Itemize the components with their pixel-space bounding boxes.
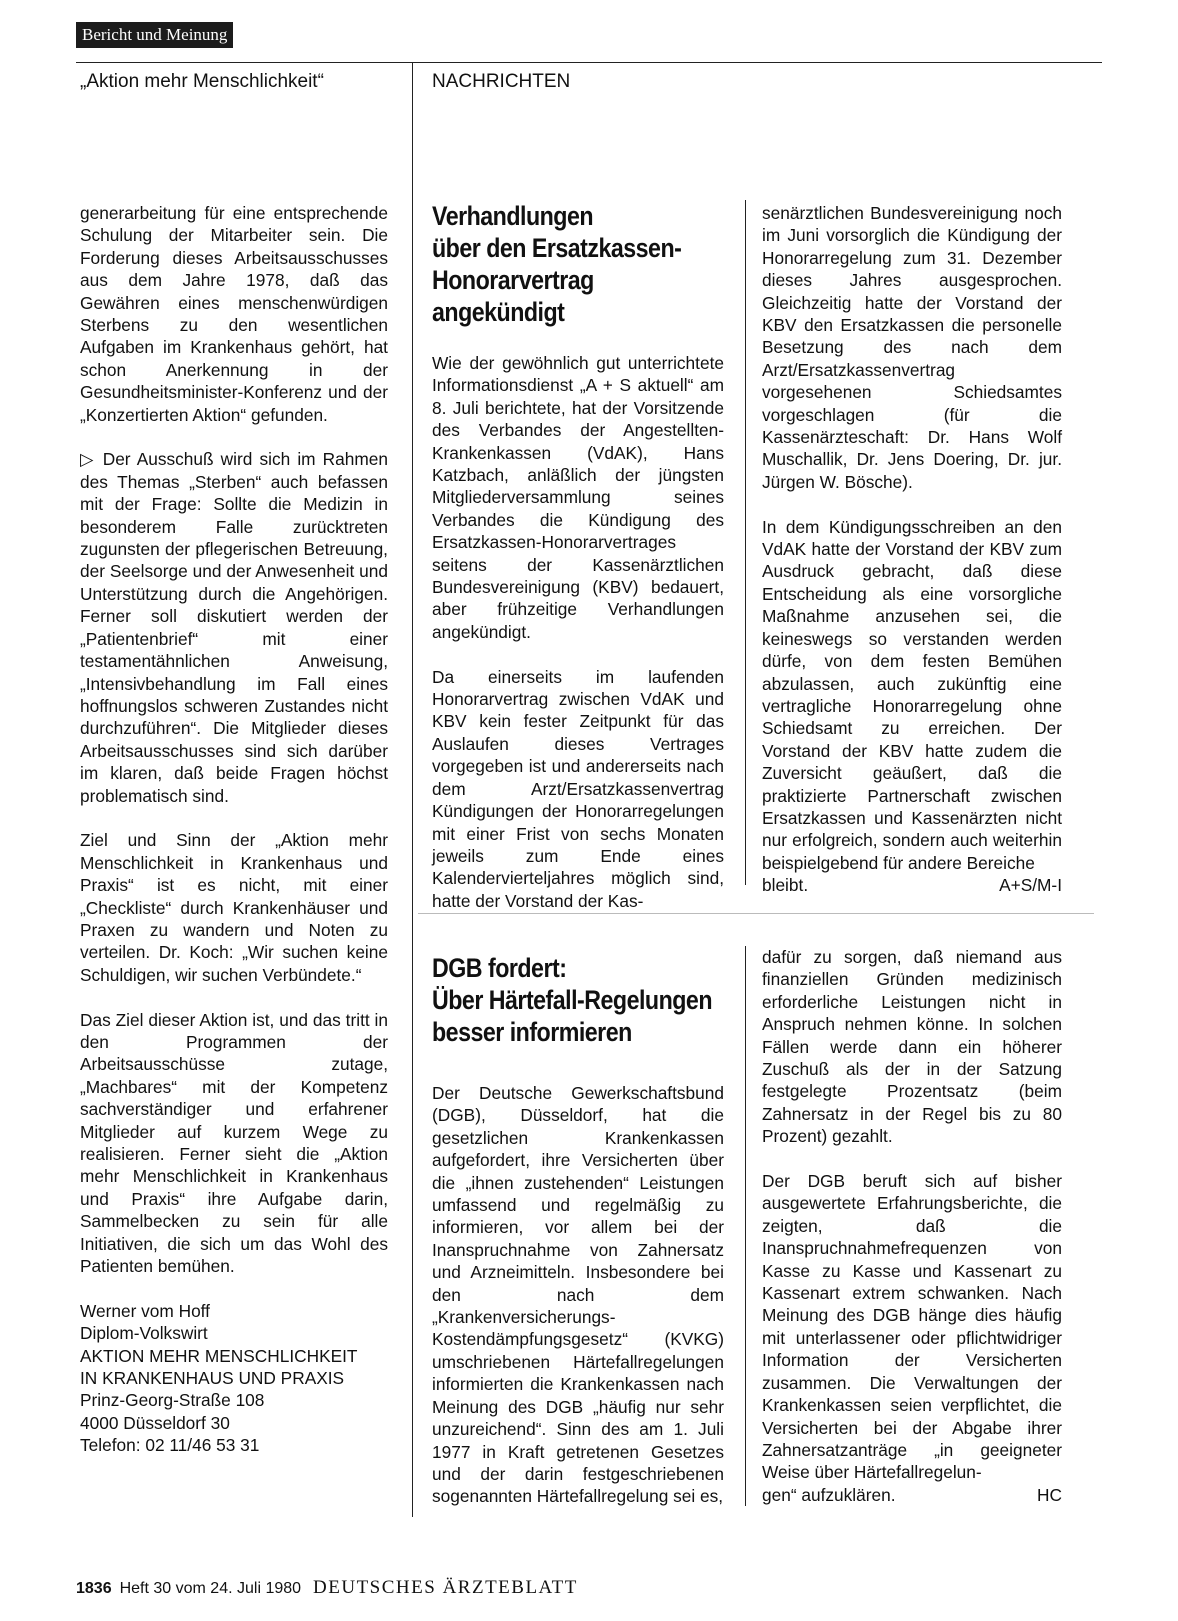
paragraph [762, 1170, 1062, 1506]
section-title-right: NACHRICHTEN [432, 71, 571, 92]
signoff: A+S/M-I [999, 875, 1062, 896]
address-line: Telefon: 02 11/46 53 31 [80, 1435, 260, 1456]
paragraph: Wie der gewöhnlich gut unterrichtete Informationsdienst „A + S aktuell“ am 8. Juli berichtete, hat der Vorsitzende des Verbandes der Angestellten-Krankenkassen (VdAK), Hans Katzbach, anläßlich der jüngsten Mitgliederversammlung seines Verbandes die Kündigung des Ersatzkassen-Honorarvertrages seitens der Kassenärztlichen Bundesvereinigung (KBV) bedauert, aber frühzeitige Verhandlungen angekündigt. [432, 353, 724, 642]
author-address [80, 1300, 388, 1457]
article1-column-b [762, 202, 1062, 897]
paragraph: Da einerseits im laufenden Honorarvertrag zwischen VdAK und KBV kein fester Zeitpunkt für das Auslaufen dieses Vertrages vorgegeben ist und andererseits nach dem Arzt/Ersatzkassenvertrag Kündigungen der Honorarregelungen mit einer Frist von sechs Monaten jeweils zum Ende eines Kalendervierteljahres möglich sind, hatte der Vorstand der Kas- [432, 666, 724, 911]
top-rule [76, 62, 1102, 63]
article2-column-b [762, 946, 1062, 1506]
headline-line: angekündigt [432, 297, 565, 327]
address-line: Diplom-Volkswirt [80, 1323, 208, 1344]
column-rule-main [412, 62, 413, 1517]
column-rule-article2 [745, 946, 746, 1506]
paragraph: senärztlichen Bundesvereinigung noch im Juni vorsorglich die Kündigung der Honorarregelung zum 31. Dezember dieses Jahres ausgesprochen. Gleichzeitig hatte der Vorstand der KBV den Ersatzkassen die personelle Besetzung des nach dem Arzt/Ersatzkassenvertrag vorgesehenen Schiedsamtes vorgeschlagen (für die Kassenärzteschaft: Dr. Hans Wolf Muschallik, Dr. Jens Doering, Dr. jur. Jürgen W. Bösche). [762, 203, 1062, 492]
headline-line: über den Ersatzkassen- [432, 233, 682, 263]
last-word: gen“ aufzuklären. [762, 1484, 896, 1505]
magazine-name: DEUTSCHES ÄRZTEBLATT [313, 1577, 578, 1598]
article-continuation [80, 202, 388, 1457]
article-divider [418, 913, 1094, 914]
address-line: Werner vom Hoff [80, 1300, 210, 1321]
headline-line: besser informieren [432, 1017, 632, 1047]
headline-line: DGB fordert: [432, 953, 567, 983]
headline-line: Verhandlungen [432, 201, 594, 231]
column-rule-article1 [745, 200, 746, 885]
paragraph: Ziel und Sinn der „Aktion mehr Menschlichkeit in Krankenhaus und Praxis“ ist es nicht, mit einer „Checkliste“ durch Krankenhäuser und Praxen zu wandern und Noten zu verteilen. Dr. Koch: „Wir suchen keine Schuldigen, wir suchen Verbündete.“ [80, 830, 388, 985]
last-word: bleibt. [762, 875, 809, 896]
article2-column-a [432, 1082, 724, 1508]
issue-info: Heft 30 vom 24. Juli 1980 [119, 1580, 302, 1597]
paragraph: generarbeitung für eine entsprechende Schulung der Mitarbeiter sein. Die Forderung dieses Arbeitsausschusses aus dem Jahre 1978, daß das Gewähren eines menschenwürdigen Sterbens zu den wesentlichen Aufgaben im Krankenhaus gehört, hat schon Anerkennung in der Gesundheitsminister-Konferenz und der „Konzertierten Aktion“ gefunden. [80, 203, 388, 425]
address-line: IN KRANKENHAUS UND PRAXIS [80, 1368, 345, 1389]
paragraph: Das Ziel dieser Aktion ist, und das tritt in den Programmen der Arbeitsausschüsse zutage, „Machbares“ mit der Kompetenz sachverständiger und erfahrener Mitglieder auf kurzem Wege zu realisieren. Ferner sieht die „Aktion mehr Menschlichkeit in Krankenhaus und Praxis“ ihre Aufgabe darin, Sammelbecken zu sein für alle Initiativen, die sich um das Wohl des Patienten bemühen. [80, 1009, 388, 1277]
paragraph [762, 516, 1062, 897]
paragraph-text: In dem Kündigungsschreiben an den VdAK hatte der Vorstand der KBV zum Ausdruck gebracht, daß diese Entscheidung als eine vorsorgliche Maßnahme anzusehen sei, die keineswegs so verstanden werden dürfe, von dem festen Bemühen abzulassen, auch zukünftig eine vertragliche Honorarregelung ohne Schiedsamt zu erreichen. Der Vorstand der KBV hatte zudem die Zuversicht geäußert, daß die praktizierte Partnerschaft zwischen Ersatzkassen und Kassenärzten nicht nur erfolgreich, sondern auch weiterhin beispielgebend für andere Bereiche [762, 516, 1062, 873]
section-title-left: „Aktion mehr Menschlichkeit“ [80, 71, 324, 92]
paragraph-text: Der DGB beruft sich auf bisher ausgewertete Erfahrungsberichte, die zeigten, daß die Inanspruchnahmefrequenzen von Kasse zu Kasse und Kassenart zu Kassenart extrem schwanken. Nach Meinung des DGB hänge dies häufig mit unterlassener oder pflichtwidriger Information der Versicherten zusammen. Die Verwaltungen der Krankenkassen seien verpflichtet, die Versicherten bei der Abgabe ihrer Zahnersatzanträge „in geeigneter Weise über Härtefallregelun- [762, 1171, 1062, 1483]
signoff: HC [1037, 1484, 1062, 1505]
last-line [762, 1484, 1062, 1506]
section-badge: Bericht und Meinung [76, 22, 233, 48]
headline-line: Über Härtefall-Regelungen [432, 985, 712, 1015]
paragraph: ▷ Der Ausschuß wird sich im Rahmen des Themas „Sterben“ auch befassen mit der Frage: Sollte die Medizin in besonderem Falle zurücktreten zugunsten der pflegerischen Betreuung, der Seelsorge und der Anwesenheit und Unterstützung durch die Angehörigen. Ferner soll diskutiert werden der „Patientenbrief“ mit einer testamentähnlichen Anweisung, „Intensivbehandlung im Fall eines hoffnungslos schweren Zustandes nicht durchzuführen“. Die Mitglieder dieses Arbeitsausschusses sind sich darüber im klaren, daß beide Fragen höchst problematisch sind. [80, 449, 388, 806]
article1-column-a [432, 352, 724, 912]
headline-line: Honorarvertrag [432, 265, 594, 295]
paragraph: Der Deutsche Gewerkschaftsbund (DGB), Düsseldorf, hat die gesetzlichen Krankenkassen aufgefordert, ihre Versicherten über die „ihnen zustehenden“ Leistungen umfassend und regelmäßig zu informieren, vor allem bei der Inanspruchnahme von Zahnersatz und Arzneimitteln. Insbesondere bei den nach dem „Krankenversicherungs-Kostendämpfungsgesetz“ (KVKG) umschriebenen Härtefallregelungen informierten die Krankenkassen nach Meinung des DGB „häufig nur sehr unzureichend“. Sinn des am 1. Juli 1977 in Kraft getretenen Gesetzes und der darin festgeschriebenen sogenannten Härtefallregelung sei es, [432, 1083, 724, 1507]
page-number: 1836 [76, 1580, 112, 1597]
page-footer [76, 1577, 578, 1600]
last-line [762, 874, 1062, 896]
article1-headline [432, 200, 681, 328]
address-line: Prinz-Georg-Straße 108 [80, 1390, 265, 1411]
article2-headline [432, 952, 712, 1048]
address-line: 4000 Düsseldorf 30 [80, 1412, 230, 1433]
paragraph: dafür zu sorgen, daß niemand aus finanziellen Gründen medizinisch erforderliche Leistungen nicht in Anspruch nehmen könne. In solchen Fällen werde dann ein höherer Zuschuß als der in der Satzung festgelegte Prozentsatz (beim Zahnersatz in der Regel bis zu 80 Prozent) gezahlt. [762, 947, 1062, 1147]
address-line: AKTION MEHR MENSCHLICHKEIT [80, 1345, 358, 1366]
